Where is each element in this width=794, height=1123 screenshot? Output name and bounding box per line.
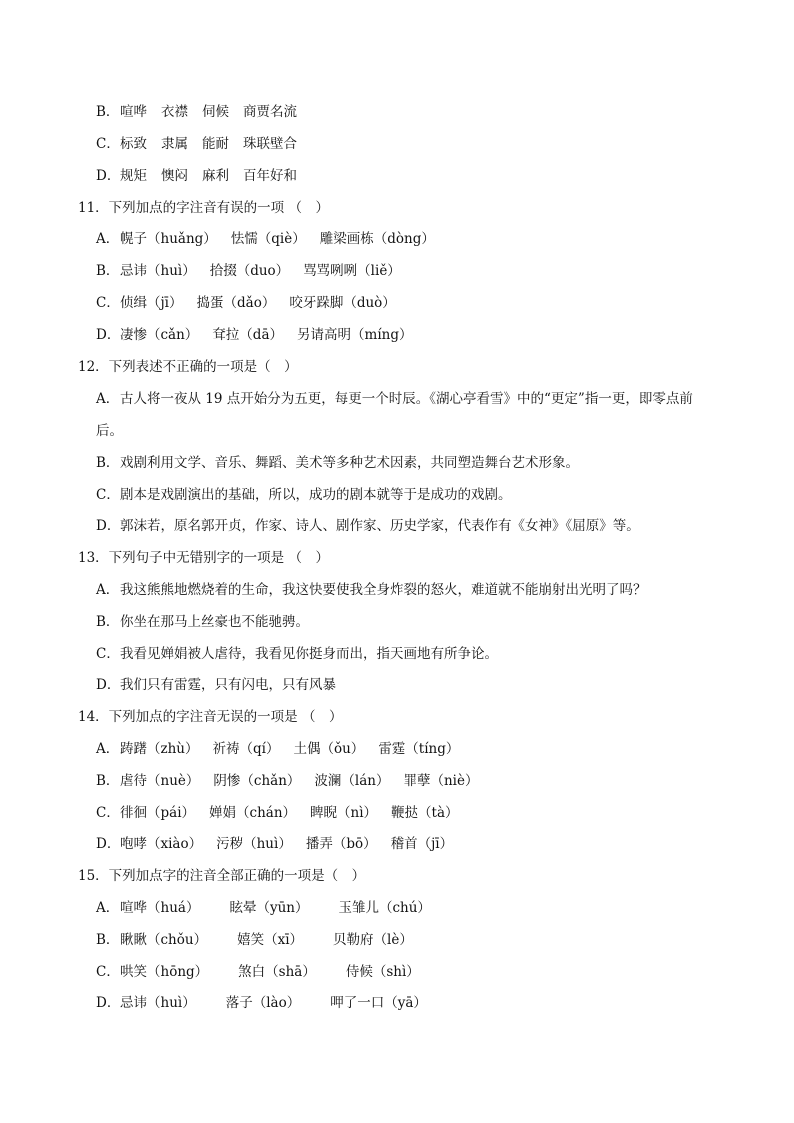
option-letter: B． bbox=[96, 104, 120, 120]
option-text: 我们只有雷霆，只有闪电，只有风暴 bbox=[120, 677, 336, 693]
option-letter: D． bbox=[96, 168, 121, 184]
option-item: 波澜（lán） bbox=[314, 773, 390, 789]
option-item: 衣襟 bbox=[161, 104, 188, 120]
q11-stem: 11．下列加点的字注音有误的一项 （ ） bbox=[78, 200, 329, 216]
option-item: 祈祷（qí） bbox=[212, 741, 280, 757]
q12-stem: 12．下列表述不正确的一项是（ ） bbox=[78, 359, 298, 375]
option-text: 我这熊熊地燃烧着的生命，我这快要使我全身炸裂的怒火，难道就不能崩射出光明了吗？ bbox=[120, 582, 647, 598]
option-item: 隶属 bbox=[161, 136, 188, 152]
option-letter: C． bbox=[96, 964, 120, 980]
q15-option-a bbox=[96, 898, 431, 918]
q13-stem: 13．下列句子中无错别字的一项是 （ ） bbox=[78, 550, 329, 566]
q11-option-d bbox=[96, 325, 412, 345]
option-item: 规矩 bbox=[120, 168, 147, 184]
q12-option-c bbox=[96, 485, 512, 505]
option-letter: B． bbox=[96, 263, 120, 279]
option-letter: D． bbox=[96, 677, 121, 693]
option-text: 古人将一夜从 19 点开始分为五更，每更一个时辰。《湖心亭看雪》中的“更定”指一更，即零点前 bbox=[120, 391, 693, 407]
option-item: 瞅瞅（chǒu） bbox=[120, 932, 208, 948]
option-item: 阴惨（chǎn） bbox=[213, 773, 301, 789]
option-item: 呷了一口（yā） bbox=[330, 995, 427, 1011]
q13-option-a bbox=[96, 580, 647, 600]
option-item: 侦缉（jī） bbox=[120, 295, 183, 311]
option-letter: D． bbox=[96, 995, 121, 1011]
option-item: 徘徊（pái） bbox=[120, 805, 196, 821]
option-letter: C． bbox=[96, 136, 120, 152]
option-item: 雕梁画栋（dòng） bbox=[319, 231, 435, 247]
option-letter: A． bbox=[96, 231, 120, 247]
option-letter: D． bbox=[96, 836, 121, 852]
q14-stem: 14．下列加点的字注音无误的一项是 （ ） bbox=[78, 709, 343, 725]
q12-option-b bbox=[96, 453, 579, 473]
option-letter: A． bbox=[96, 741, 120, 757]
option-letter: D． bbox=[96, 518, 121, 534]
q12-option-d bbox=[96, 516, 640, 536]
option-letter: B． bbox=[96, 614, 120, 630]
option-item: 标致 bbox=[120, 136, 147, 152]
q12-option-a bbox=[96, 389, 693, 409]
option-item: 侍候（shì） bbox=[345, 964, 420, 980]
option-item: 鞭挞（tà） bbox=[391, 805, 459, 821]
option-item: 播弄（bō） bbox=[305, 836, 377, 852]
option-letter: C． bbox=[96, 487, 120, 503]
q12-option-a-continued: 后。 bbox=[96, 423, 123, 439]
option-letter: A． bbox=[96, 582, 120, 598]
option-item: 喧哗 bbox=[120, 104, 147, 120]
option-item: 百年好和 bbox=[243, 168, 297, 184]
option-item: 凄惨（cǎn） bbox=[120, 327, 199, 343]
option-item: 污秽（huì） bbox=[216, 836, 292, 852]
option-item: 睥睨（nì） bbox=[310, 805, 378, 821]
q10-option-d bbox=[96, 166, 297, 186]
option-item: 罪孽（niè） bbox=[403, 773, 479, 789]
option-letter: A． bbox=[96, 391, 120, 407]
option-text: 你坐在那马上丝豪也不能驰骋。 bbox=[120, 614, 309, 630]
option-item: 煞白（shā） bbox=[238, 964, 316, 980]
q14-option-a bbox=[96, 739, 459, 759]
q15-stem: 15．下列加点字的注音全部正确的一项是（ ） bbox=[78, 868, 366, 884]
q15-option-d bbox=[96, 993, 427, 1013]
option-item: 眩晕（yūn） bbox=[229, 900, 309, 916]
q11-option-a bbox=[96, 229, 435, 249]
option-item: 商贾名流 bbox=[243, 104, 297, 120]
q15-option-b bbox=[96, 930, 413, 950]
option-item: 土偶（ǒu） bbox=[293, 741, 365, 757]
q11-option-b bbox=[96, 261, 401, 281]
option-item: 贝勒府（lè） bbox=[333, 932, 413, 948]
option-letter: B． bbox=[96, 773, 120, 789]
option-item: 能耐 bbox=[202, 136, 229, 152]
option-item: 耷拉（dā） bbox=[212, 327, 284, 343]
q14-option-b bbox=[96, 771, 478, 791]
q15-option-c bbox=[96, 962, 420, 982]
option-item: 咆哮（xiào） bbox=[120, 836, 203, 852]
q13-option-d bbox=[96, 675, 336, 695]
option-item: 伺候 bbox=[202, 104, 229, 120]
option-item: 虐待（nuè） bbox=[120, 773, 200, 789]
option-item: 珠联壁合 bbox=[243, 136, 297, 152]
option-item: 哄笑（hōng） bbox=[120, 964, 209, 980]
option-text: 我看见婵娟被人虐待，我看见你挺身而出，指天画地有所争论。 bbox=[120, 646, 498, 662]
option-item: 喧哗（huá） bbox=[120, 900, 200, 916]
option-item: 骂骂咧咧（liě） bbox=[303, 263, 401, 279]
q14-option-d bbox=[96, 834, 453, 854]
option-text: 剧本是戏剧演出的基础，所以，成功的剧本就等于是成功的戏剧。 bbox=[120, 487, 512, 503]
q13-option-b bbox=[96, 612, 309, 632]
option-letter: C． bbox=[96, 295, 120, 311]
option-letter: A． bbox=[96, 900, 120, 916]
q10-option-b bbox=[96, 102, 297, 122]
option-letter: B． bbox=[96, 932, 120, 948]
q13-option-c bbox=[96, 644, 498, 664]
option-item: 懊闷 bbox=[161, 168, 188, 184]
option-item: 麻利 bbox=[202, 168, 229, 184]
option-letter: D． bbox=[96, 327, 121, 343]
q10-option-c bbox=[96, 134, 297, 154]
option-letter: B． bbox=[96, 455, 120, 471]
option-text: 戏剧利用文学、音乐、舞蹈、美术等多种艺术因素，共同塑造舞台艺术形象。 bbox=[120, 455, 579, 471]
option-item: 拾掇（duo） bbox=[209, 263, 290, 279]
option-item: 忌讳（huì） bbox=[120, 263, 196, 279]
q11-option-c bbox=[96, 293, 396, 313]
option-item: 咬牙跺脚（duò） bbox=[289, 295, 396, 311]
option-item: 忌讳（huì） bbox=[120, 995, 196, 1011]
option-text: 郭沫若，原名郭开贞，作家、诗人、剧作家、历史学家，代表作有《女神》《屈原》等。 bbox=[120, 518, 640, 534]
option-item: 玉雏儿（chú） bbox=[338, 900, 431, 916]
q14-option-c bbox=[96, 803, 459, 823]
option-item: 怯懦（qiè） bbox=[230, 231, 306, 247]
option-letter: C． bbox=[96, 646, 120, 662]
option-item: 落子（lào） bbox=[225, 995, 301, 1011]
option-item: 雷霆（tíng） bbox=[378, 741, 460, 757]
option-item: 幌子（huǎng） bbox=[120, 231, 217, 247]
option-item: 嬉笑（xī） bbox=[237, 932, 304, 948]
option-item: 捣蛋（dǎo） bbox=[196, 295, 276, 311]
option-item: 另请高明（míng） bbox=[297, 327, 413, 343]
option-letter: C． bbox=[96, 805, 120, 821]
option-item: 稽首（jī） bbox=[390, 836, 454, 852]
option-item: 婵娟（chán） bbox=[209, 805, 297, 821]
option-item: 踌躇（zhù） bbox=[120, 741, 199, 757]
